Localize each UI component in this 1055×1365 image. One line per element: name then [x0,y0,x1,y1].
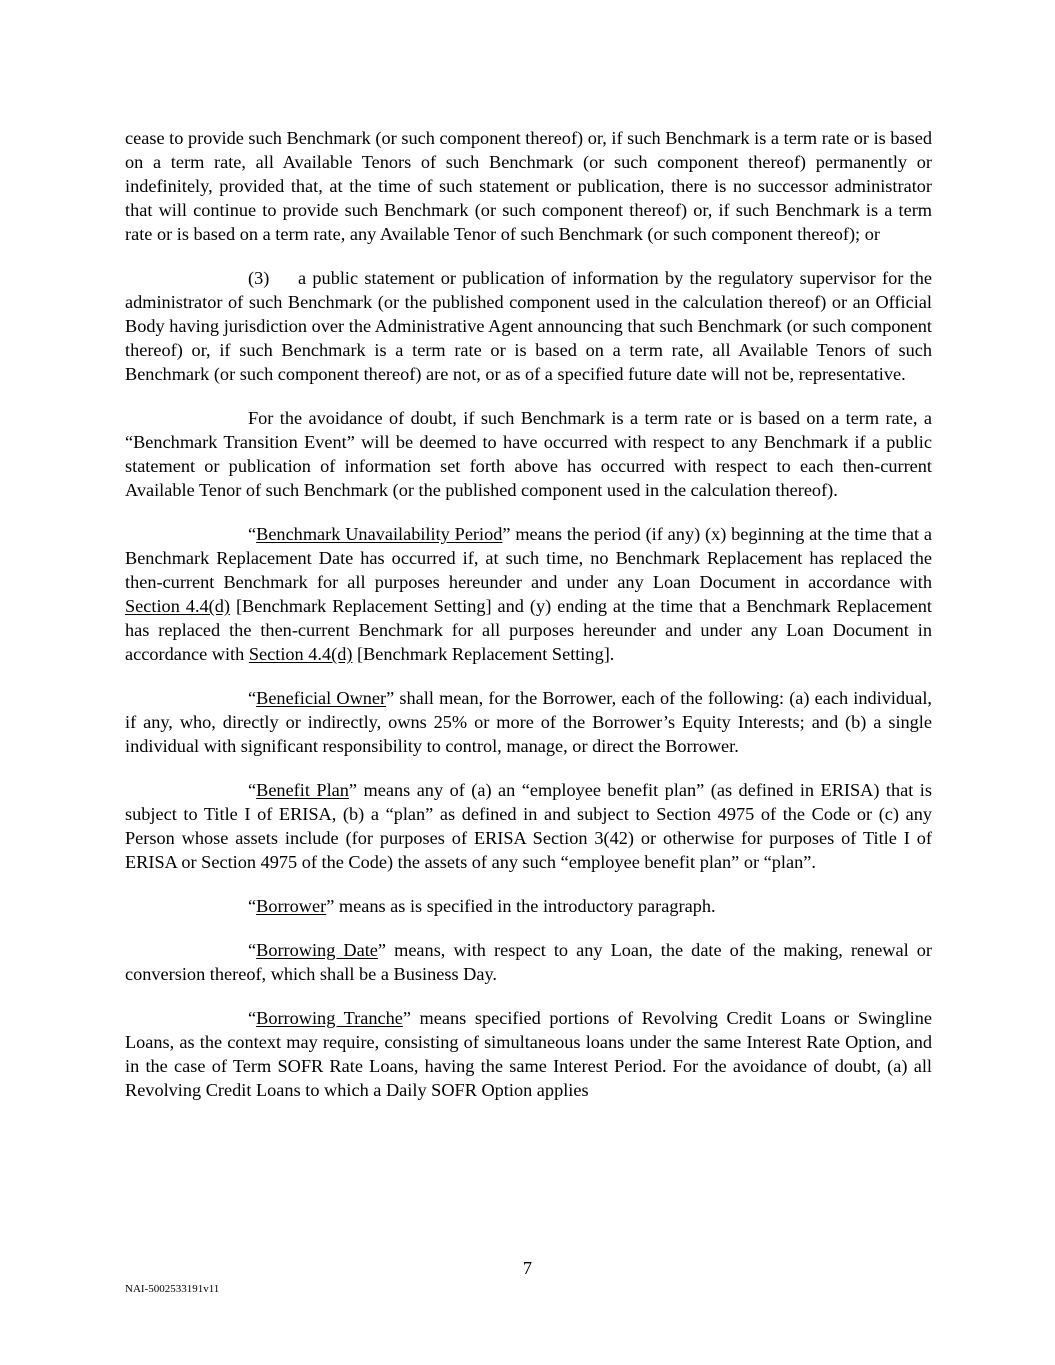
page-number: 7 [522,1258,533,1278]
clause-text: a public statement or publication of information by the regulatory supervisor for the administrator of such Benchmark (or the published component used in the calculation thereof) or an Official Body having jurisdiction over the Administrative Agent announcing that such Benchmark (or such component thereof) or, if such Benchmark is a term rate or is based on a term rate, all Available Tenors of such Benchmark (or such component thereof) are not, or as of a specified future date will not be, representative. [125,268,932,384]
open-quote: “ [248,940,257,960]
definition-benefit-plan [125,778,932,874]
definition-borrowing-tranche [125,1006,932,1102]
definition-text: ” means any of (a) an “employee benefit plan” (as defined in ERISA) that is subject to Title I of ERISA, (b) a “plan” as defined in and subject to Section 4975 of the Code or (c) any Person whose assets include (for purposes of ERISA Section 3(42) or otherwise for purposes of Title I of ERISA or Section 4975 of the Code) the assets of any such “employee benefit plan” or “plan”. [125,780,932,872]
definition-benchmark-unavailability-period [125,522,932,666]
paragraph-continuation: cease to provide such Benchmark (or such component thereof) or, if such Benchmark is a term rate or is based on a term rate, all Available Tenors of such Benchmark (or such component thereof) permanently or indefinitely, provided that, at the time of such statement or publication, there is no successor administrator that will continue to provide such Benchmark (or such component thereof) or, if such Benchmark is a term rate or is based on a term rate, any Available Tenor of such Benchmark (or such component thereof); or [125,128,932,244]
definition-text: ” means specified portions of Revolving Credit Loans or Swingline Loans, as the context may require, consisting of simultaneous loans under the same Interest Rate Option, and in the case of Term SOFR Rate Loans, having the same Interest Period. For the avoidance of doubt, (a) all Revolving Credit Loans to which a Daily SOFR Option applies [125,1008,932,1100]
open-quote: “ [248,688,257,708]
open-quote: “ [248,1008,257,1028]
definition-text: ” means as is specified in the introductory paragraph. [326,896,716,916]
open-quote: “ [248,896,257,916]
document-id: NAI-5002533191v11 [125,1283,220,1295]
defined-term: Borrowing Tranche [256,1008,403,1028]
defined-term: Beneficial Owner [256,688,387,708]
defined-term: Borrowing Date [256,940,378,960]
definition-text: ” means, with respect to any Loan, the date of the making, renewal or conversion thereof, which shall be a Business Day. [125,940,932,984]
paragraph-avoidance-of-doubt: For the avoidance of doubt, if such Benchmark is a term rate or is based on a term rate, a “Benchmark Transition Event” will be deemed to have occurred with respect to any Benchmark if a public statement or publication of information set forth above has occurred with respect to each then-current Available Tenor of such Benchmark (or the published component used in the calculation thereof). [125,408,932,500]
clause-number: (3) [248,268,270,288]
defined-term: Benefit Plan [256,780,349,800]
definition-borrower [125,894,932,918]
definition-text: [Benchmark Replacement Setting]. [352,644,615,664]
definition-beneficial-owner [125,686,932,758]
open-quote: “ [248,780,257,800]
definition-text: ” means the period (if any) (x) beginning at the time that a Benchmark Replacement Date has occurred if, at such time, no Benchmark Replacement has replaced the then-current Benchmark for all purposes hereunder and under any Loan Document in accordance with [125,524,933,592]
defined-term: Benchmark Unavailability Period [256,524,503,544]
defined-term: Borrower [256,896,327,916]
page-body [125,126,932,1122]
definition-borrowing-date [125,938,932,986]
definition-text: [Benchmark Replacement Setting] and (y) ending at the time that a Benchmark Replacement has replaced the then-current Benchmark for all purposes hereunder and under any Loan Document in accordance with [125,596,933,664]
definition-text: ” shall mean, for the Borrower, each of the following: (a) each individual, if any, who, directly or indirectly, owns 25% or more of the Borrower’s Equity Interests; and (b) a single individual with significant responsibility to control, manage, or direct the Borrower. [125,688,932,756]
paragraph-clause-3 [125,266,932,386]
section-reference: Section 4.4(d) [248,644,353,664]
open-quote: “ [248,524,257,544]
section-reference: Section 4.4(d) [125,596,230,616]
